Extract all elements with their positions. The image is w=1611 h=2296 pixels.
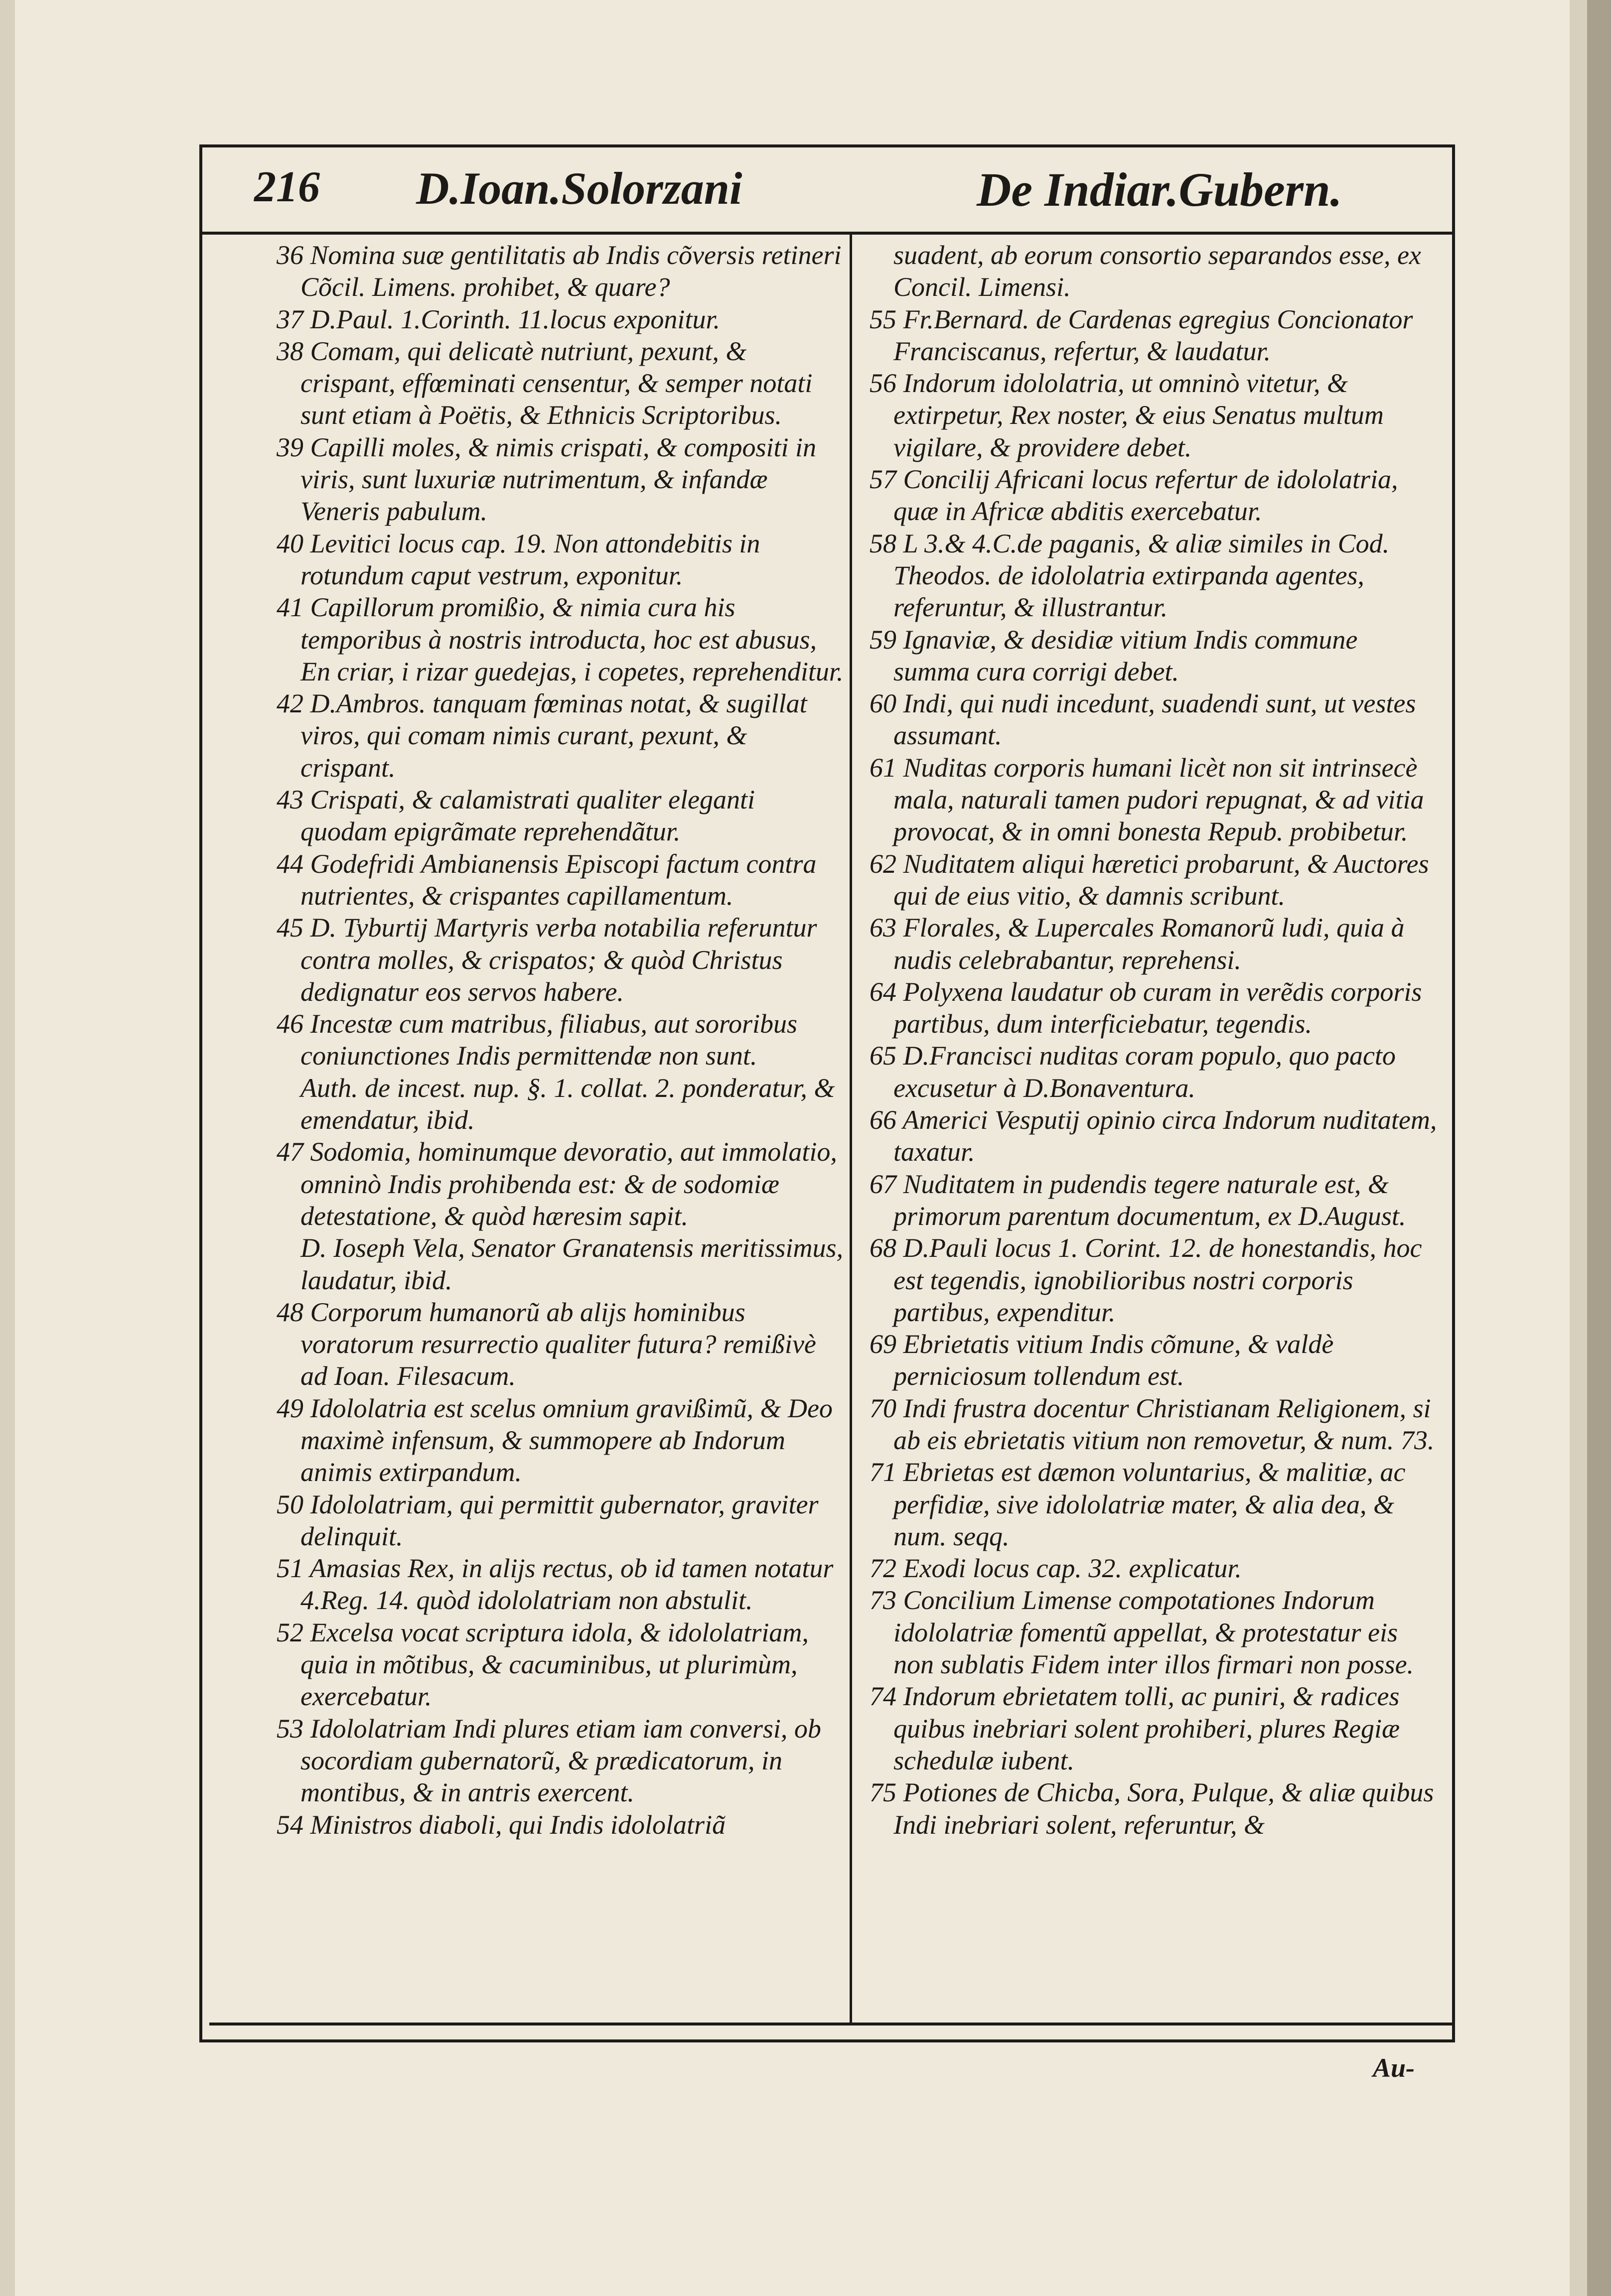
index-entry: 64 Polyxena laudatur ob curam in verẽdis corporis partibus, dum interficiebatur, tegendis.	[870, 976, 1422, 1039]
index-entry: 47 Sodomia, hominumque devoratio, aut immolatio, omninò Indis prohibenda est: & de sodomiæ detestatione, & quòd hæresim sapit.	[277, 1137, 837, 1231]
author-heading: D.Ioan.Solorzani	[416, 163, 742, 214]
work-title: De Indiar.Gubern.	[977, 163, 1342, 216]
index-entry: D. Ioseph Vela, Senator Granatensis meritissimus, laudatur, ibid.	[300, 1233, 843, 1295]
index-entry: 52 Excelsa vocat scriptura idola, & idololatriam, quia in mõtibus, & cacuminibus, ut plurimùm, exercebatur.	[277, 1617, 809, 1712]
catchword: Au-	[1373, 2053, 1415, 2083]
index-entry: 39 Capilli moles, & nimis crispati, & compositi in viris, sunt luxuriæ nutrimentum, & infandæ Veneris pabulum.	[277, 432, 817, 527]
index-entry: 44 Godefridi Ambianensis Episcopi factum contra nutrientes, & crispantes capillamentum.	[277, 848, 817, 911]
scan-edge-left	[0, 0, 15, 2296]
index-entry: 62 Nuditatem aliqui hæretici probarunt, & Auctores qui de eius vitio, & damnis scribunt.	[870, 848, 1429, 911]
index-entry: 72 Exodi locus cap. 32. explicatur.	[870, 1553, 1242, 1584]
index-entry: 61 Nuditas corporis humani licèt non sit intrinsecè mala, naturali tamen pudori repugnat, & ad vitia provocat, & in omni bonesta Repub. probibetur.	[870, 752, 1424, 847]
index-entry: 69 Ebrietatis vitium Indis cõmune, & valdè perniciosum tollendum est.	[870, 1329, 1334, 1391]
index-entry: suadent, ab eorum consortio separandos esse, ex Concil. Limensi.	[893, 240, 1421, 302]
index-entry: 70 Indi frustra docentur Christianam Religionem, si ab eis ebrietatis vitium non removetur, & num. 73.	[870, 1393, 1435, 1455]
scan-edge-right	[1587, 0, 1611, 2296]
index-entry: 37 D.Paul. 1.Corinth. 11.locus exponitur.	[277, 304, 720, 334]
bottom-rule	[209, 2023, 1455, 2026]
index-entry: 54 Ministros diaboli, qui Indis idololatriã	[277, 1809, 726, 1840]
index-entry: 46 Incestæ cum matribus, filiabus, aut sororibus coniunctiones Indis permittendæ non sunt.	[277, 1009, 798, 1071]
right-column	[870, 239, 1438, 1841]
index-entry: 40 Levitici locus cap. 19. Non attondebitis in rotundum caput vestrum, exponitur.	[277, 528, 760, 590]
index-entry: 57 Concilij Africani locus refertur de idololatria, quæ in Africæ abditis exercebatur.	[870, 464, 1398, 527]
running-header	[219, 152, 1435, 227]
page-number: 216	[254, 163, 320, 211]
index-entry: 63 Florales, & Lupercales Romanorũ ludi, quia à nudis celebrabantur, reprehensi.	[870, 913, 1405, 975]
index-entry: 60 Indi, qui nudi incedunt, suadendi sunt, ut vestes assumant.	[870, 688, 1416, 751]
index-entry: 43 Crispati, & calamistrati qualiter eleganti quodam epigrãmate reprehendãtur.	[277, 785, 755, 847]
index-entry: 65 D.Francisci nuditas coram populo, quo pacto excusetur à D.Bonaventura.	[870, 1041, 1396, 1103]
index-entry: 71 Ebrietas est dæmon voluntarius, & malitiæ, ac perfidiæ, sive idololatriæ mater, & alia dea, & num. seqq.	[870, 1457, 1406, 1551]
index-entry: 45 D. Tyburtij Martyris verba notabilia referuntur contra molles, & crispatos; & quòd Christus dedignatur eos servos habere.	[277, 913, 817, 1007]
index-entry: 58 L 3.& 4.C.de paganis, & aliæ similes in Cod. Theodos. de idololatria extirpanda agentes, referuntur, & illustrantur.	[870, 528, 1390, 623]
index-entry: 67 Nuditatem in pudendis tegere naturale est, & primorum parentum documentum, ex D.August.	[870, 1169, 1406, 1231]
header-rule	[199, 232, 1455, 235]
index-entry: 42 D.Ambros. tanquam fœminas notat, & sugillat viros, qui comam nimis curant, pexunt, & crispant.	[277, 688, 807, 783]
index-entry: 51 Amasias Rex, in alijs rectus, ob id tamen notatur 4.Reg. 14. quòd idololatriam non abstulit.	[277, 1553, 834, 1616]
index-entry: 38 Comam, qui delicatè nutriunt, pexunt, & crispant, effœminati censentur, & semper notati sunt etiam à Poëtis, & Ethnicis Scriptoribus.	[277, 336, 813, 430]
index-entry: 36 Nomina suæ gentilitatis ab Indis cõversis retineri Cõcil. Limens. prohibet, & quare?	[277, 240, 842, 302]
index-entry: 53 Idololatriam Indi plures etiam iam conversi, ob socordiam gubernatorũ, & prædicatorum, in montibus, & in antris exercent.	[277, 1713, 821, 1808]
index-entry: 68 D.Pauli locus 1. Corint. 12. de honestandis, hoc est tegendis, ignobilioribus nostri corporis partibus, expenditur.	[870, 1233, 1422, 1327]
left-column	[277, 239, 845, 1841]
index-entry: Auth. de incest. nup. §. 1. collat. 2. ponderatur, & emendatur, ibid.	[300, 1073, 835, 1135]
index-entry: 59 Ignaviæ, & desidiæ vitium Indis commune summa cura corrigi debet.	[870, 624, 1358, 686]
index-entry: 66 Americi Vesputij opinio circa Indorum nuditatem, taxatur.	[870, 1105, 1437, 1167]
index-entry: 55 Fr.Bernard. de Cardenas egregius Concionator Franciscanus, refertur, & laudatur.	[870, 304, 1413, 366]
index-entry: 75 Potiones de Chicba, Sora, Pulque, & aliæ quibus Indi inebriari solent, referuntur, &	[870, 1777, 1434, 1840]
index-entry: 50 Idololatriam, qui permittit gubernator, graviter delinquit.	[277, 1489, 819, 1551]
index-entry: 41 Capillorum promißio, & nimia cura his temporibus à nostris introducta, hoc est abusus, En criar, i rizar guedejas, i copetes, reprehenditur.	[277, 592, 844, 686]
index-entry: 49 Idololatria est scelus omnium gravißimũ, & Deo maximè infensum, & summopere ab Indorum animis extirpandum.	[277, 1393, 833, 1487]
index-entry: 73 Concilium Limense compotationes Indorum idololatriæ fomentũ appellat, & protestatur eis non sublatis Fidem inter illos firmari non posse.	[870, 1585, 1414, 1680]
index-entry: 56 Indorum idololatria, ut omninò vitetur, & extirpetur, Rex noster, & eius Senatus multum vigilare, & providere debet.	[870, 368, 1384, 462]
column-divider	[850, 234, 852, 2023]
index-entry: 74 Indorum ebrietatem tolli, ac puniri, & radices quibus inebriari solent prohiberi, plures Regiæ schedulæ iubent.	[870, 1681, 1400, 1775]
page-gutter-shadow	[1570, 0, 1587, 2296]
index-entry: 48 Corporum humanorũ ab alijs hominibus voratorum resurrectio qualiter futura? remißivè ad Ioan. Filesacum.	[277, 1297, 816, 1391]
